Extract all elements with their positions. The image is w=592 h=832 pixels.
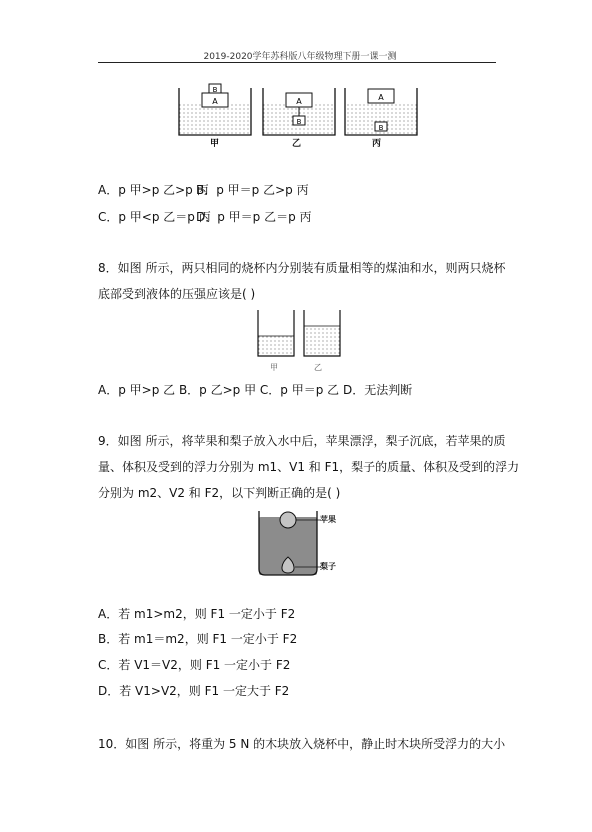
q7-option-a: A．p 甲>p 乙>p 丙 — [98, 183, 209, 197]
beaker-bing — [345, 88, 417, 135]
q7-option-c: C．p 甲<p 乙＝p 丙 — [98, 210, 211, 224]
q7-option-b: B．p 甲＝p 乙>p 丙 — [196, 183, 309, 197]
q8-label-jia: 甲 — [270, 363, 278, 372]
q10-question-line1: 10．如图 所示，将重为 5 N 的木块放入烧杯中，静止时木块所受浮力的大小 — [98, 737, 506, 751]
label-yi: 乙 — [292, 139, 302, 149]
block-a-label: A — [212, 97, 218, 106]
q9-option-a: A．若 m1>m2，则 F1 一定小于 F2 — [98, 607, 296, 621]
q8-question-line2: 底部受到液体的压强应该是( ) — [98, 287, 256, 301]
header-divider — [98, 62, 496, 63]
label-jia: 甲 — [210, 139, 220, 149]
q8-question-line1: 8．如图 所示，两只相同的烧杯内分别装有质量相等的煤油和水，则两只烧杯 — [98, 261, 506, 275]
svg-text:B: B — [378, 124, 384, 132]
q8-label-yi: 乙 — [314, 363, 322, 372]
svg-text:B: B — [296, 118, 302, 126]
q9-question-line1: 9．如图 所示，将苹果和梨子放入水中后，苹果漂浮，梨子沉底，若苹果的质 — [98, 434, 506, 448]
pear-label: 梨子 — [320, 562, 336, 571]
page-header: 2019-2020学年苏科版八年级物理下册一课一测 — [203, 52, 397, 62]
block-b-label: B — [212, 86, 218, 94]
beaker-figure-q8 — [254, 308, 344, 364]
q9-option-d: D．若 V1>V2，则 F1 一定大于 F2 — [98, 684, 290, 698]
apple-label: 苹果 — [320, 515, 336, 524]
label-bing: 丙 — [372, 139, 382, 149]
q9-question-line2: 量、体积及受到的浮力分别为 m1、V1 和 F1，梨子的质量、体积及受到的浮力 — [98, 460, 520, 474]
svg-text:A: A — [296, 97, 302, 106]
q9-question-line3: 分别为 m2、V2 和 F2，以下判断正确的是( ) — [98, 486, 341, 500]
beaker-yi — [263, 88, 335, 135]
svg-text:A: A — [378, 93, 384, 102]
beaker-figure-q9 — [255, 505, 325, 577]
q7-option-d: D．p 甲＝p 乙＝p 丙 — [196, 210, 312, 224]
q9-option-b: B．若 m1＝m2，则 F1 一定小于 F2 — [98, 632, 298, 646]
q9-option-c: C．若 V1＝V2，则 F1 一定小于 F2 — [98, 658, 291, 672]
q8-options: A．p 甲>p 乙 B．p 乙>p 甲 C．p 甲＝p 乙 D．无法判断 — [98, 383, 413, 397]
beaker-jia — [179, 84, 251, 135]
apple-shape — [280, 512, 296, 528]
